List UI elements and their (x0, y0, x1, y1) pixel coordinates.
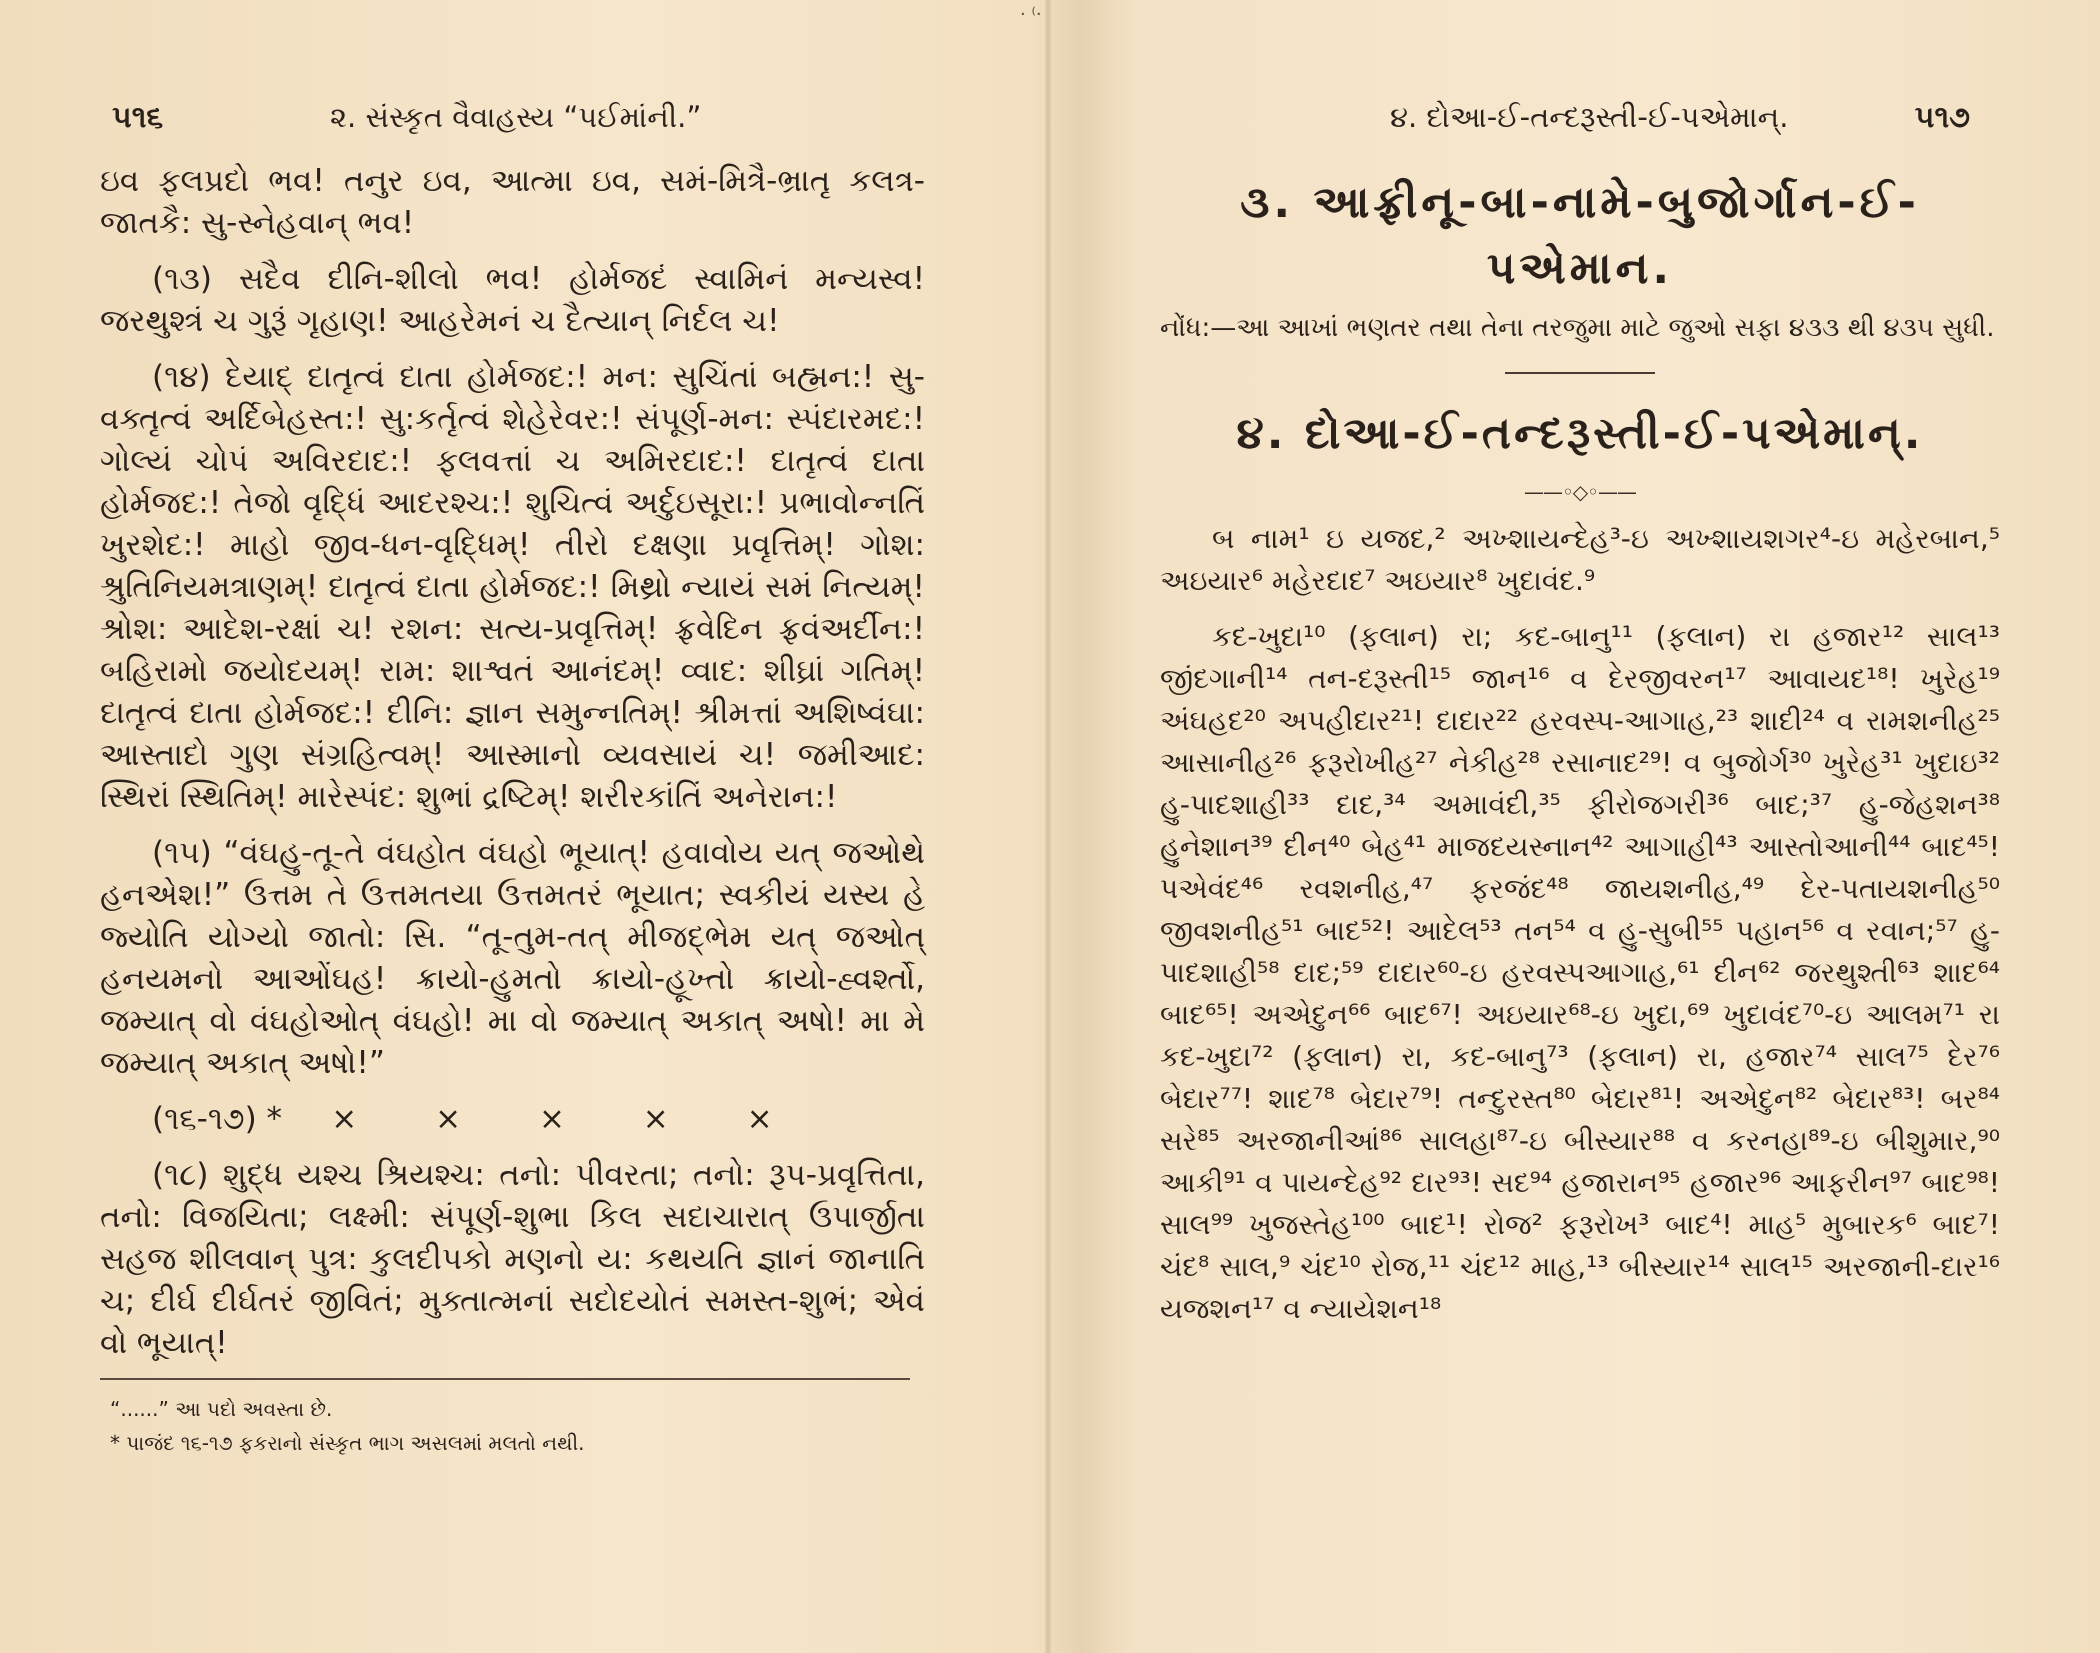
section-note: નોંધ:—આ આખાં ભણતર તથા તેના તરજુમા માટે જુઓ સફા ૪૩૩ થી ૪૩૫ સુધી. (1160, 313, 1995, 343)
footnote-rule (100, 1378, 910, 1380)
left-page-number: ૫૧૬ (112, 100, 164, 135)
book-gutter (1045, 0, 1051, 1653)
omission-crosses: × × × × × (331, 1101, 807, 1137)
right-body (1160, 518, 2000, 1330)
footnote: “......” આ પદો અવસ્તા છે. (110, 1397, 333, 1421)
left-page (100, 100, 925, 1462)
paragraph: (૧૮) શુદ્ધ યશ્ચ શ્રિયશ્ચ: તનો: પીવરતા; તનો: રૂપ-પ્રવૃત્તિતા, તનો: વિજયિતા; લક્ષ્મી: સંપૂર્ણ-શુભા કિલ સદાચારાત્ ઉપાર્જીતા સહજ શીલવાન્ પુત્ર: કુલદીપકો મણનો ય: કથયતિ જ્ઞાનં જાનાતિ ચ; દીર્ઘ દીર્ઘતરં જીવિતં; મુક્તાત્મનાં સદોદયોતં સમસ્ત-શુભં; એવં વો ભૂયાત્! (100, 1157, 925, 1361)
ornament-divider: ——◦◇◦—— (1524, 480, 1636, 504)
section-title-4: ૪. દોઆ-ઈ-તન્દરૂસ્તી-ઈ-પએમાન્. (1236, 408, 1924, 459)
section-title-3: ૩. આફ્રીનૂ-બા-નામે-બુજોર્ગાન-ઈ-પએમાન. (1240, 177, 1920, 294)
left-running-header (100, 100, 925, 160)
section-divider (1505, 372, 1655, 374)
right-page (1160, 100, 2000, 1344)
gutter-mark: · ⁽· (1020, 4, 1042, 25)
paragraph: (૧૫) “વંઘહુ-તૂ-તે વંઘહોત વંઘહો ભૂયાત્! હવાવોય યત્ જઓથે હનએશ!” ઉત્તમ તે ઉત્તમતયા ઉત્તમતરં ભૂયાત; સ્વકીયં યસ્ય હે જ્યોતિ યોગ્યો જાતો: સિ. “તૂ-તુમ-તત્ મીજદ્ભેમ યત્ જઓત્ હનયમનો આઓંઘહ! ક્રાયો-હુમતો ક્રાયો-હૂખ્તો ક્રાયો-હ્વર્શ્તો, જમ્યાત્ વો વંઘહોઓત્ વંઘહો! મા વો જમ્યાત્ અકાત્ અષો! મા મે જમ્યાત્ અકાત્ અષો!” (100, 835, 925, 1081)
footnote: * પાજંદ ૧૬-૧૭ ફકરાનો સંસ્કૃત ભાગ અસલમાં મલતો નથી. (110, 1431, 585, 1455)
right-running-title: ૪. દોઆ-ઈ-તન્દરૂસ્તી-ઈ-પએમાન્. (1390, 100, 1789, 134)
right-page-number: ૫૧૭ (1914, 100, 1970, 135)
left-running-title: ૨. સંસ્કૃત વૈવાહસ્ય “પઈમાંની.” (330, 100, 702, 134)
right-running-header (1160, 100, 2000, 160)
paragraph: ઇવ ફલપ્રદો ભવ! તનુર ઇવ, આત્મા ઇવ, સમં-મિત્રૈ-ભ્રાતૃ કલત્ર-જાતકૈ: સુ-સ્નેહવાન્ ભવ! (100, 163, 925, 241)
paragraph: (૧૪) દેયાદ્ દાતૃત્વં દાતા હોર્મજદ:! મન: સુચિંતાં બહ્મન:! સુ-વક્તૃત્વં અર્દિબેહસ્ત:! સુ:કર્તૃત્વં શેહેરેવર:! સંપૂર્ણ-મન: સ્પંદારમદ:! ગોલ્યં ચોપં અવિરદાદ:! ફલવત્તાં ચ અમિરદાદ:! દાતૃત્વં દાતા હોર્મજદ:! તેજો વૃદ્ધિં આદરશ્ચ:! શુચિત્વં અર્દુઇસૂરા:! પ્રભાવોન્નતિં ખુરશેદ:! માહો જીવ-ધન-વૃદ્ધિમ્! તીરો દક્ષણા પ્રવૃત્તિમ્! ગોશ: શ્રુતિનિયમત્રાણમ્! દાતૃત્વં દાતા હોર્મજદ:! મિથ્રો ન્યાયં સમં નિત્યમ્! શ્રોશ: આદેશ-રક્ષાં ચ! રશન: સત્ય-પ્રવૃત્તિમ્! ફ્રવેદિન ફ્રવંઅર્દીન:! બહિરામો જયોદયમ્! રામ: શાશ્વતં આનંદમ્! વ્વાદ: શીઘ્રાં ગતિમ્! દાતૃત્વં દાતા હોર્મજદ:! દીનિ: જ્ઞાન સમુન્નતિમ્! શ્રીમત્તાં અશિષ્વંઘા: આસ્તાદો ગુણ સંગ્રહિત્વમ્! આસ્માનો વ્યવસાયં ચ! જમીઆદ: સ્થિરાં સ્થિતિમ્! મારેસ્પંદ: શુભાં દ્રષ્ટિમ્! શરીરકાંતિં અનેરાન:! (100, 359, 925, 815)
paragraph: કદ-ખુદા¹⁰ (ફલાન) રા; કદ-બાનુ¹¹ (ફલાન) રા હજાર¹² સાલ¹³ જીંદગાની¹⁴ તન-દરૂસ્તી¹⁵ જાન¹⁶ વ દેરજીવરન¹⁷ આવાયદ¹⁸! ખુરેહ¹⁹ અંઘહદ²⁰ અપહીદાર²¹! દાદાર²² હરવસ્પ-આગાહ,²³ શાદી²⁴ વ રામશનીહ²⁵ આસાનીહ²⁶ ફરૂરોખીહ²⁷ નેકીહ²⁸ રસાનાદ²⁹! વ બુજોર્ગ³⁰ ખુરેહ³¹ ખુદાઇ³² હુ-પાદશાહી³³ દાદ,³⁴ અમાવંદી,³⁵ ફીરોજગરી³⁶ બાદ;³⁷ હુ-જેહશન³⁸ હુનેશાન³⁹ દીન⁴⁰ બેહ⁴¹ માજદયસ્નાન⁴² આગાહી⁴³ આસ્તોઆની⁴⁴ બાદ⁴⁵! પએવંદ⁴⁶ રવશનીહ,⁴⁷ ફરજંદ⁴⁸ જાયશનીહ,⁴⁹ દેર-પતાયશનીહ⁵⁰ જીવશનીહ⁵¹ બાદ⁵²! આદેલ⁵³ તન⁵⁴ વ હુ-સુબી⁵⁵ પહાન⁵⁶ વ રવાન;⁵⁷ હુ-પાદશાહી⁵⁸ દાદ;⁵⁹ દાદાર⁶⁰-ઇ હરવસ્પઆગાહ,⁶¹ દીન⁶² જરથુશ્તી⁶³ શાદ⁶⁴ બાદ⁶⁵! અએદુન⁶⁶ બાદ⁶⁷! અઇયાર⁶⁸-ઇ ખુદા,⁶⁹ ખુદાવંદ⁷⁰-ઇ આલમ⁷¹ રા કદ-ખુદા⁷² (ફલાન) રા, કદ-બાનુ⁷³ (ફલાન) રા, હજાર⁷⁴ સાલ⁷⁵ દેર⁷⁶ બેદાર⁷⁷! શાદ⁷⁸ બેદાર⁷⁹! તન્દુરસ્ત⁸⁰ બેદાર⁸¹! અએદુન⁸² બેદાર⁸³! બર⁸⁴ સરે⁸⁵ અરજાનીઆં⁸⁶ સાલહા⁸⁷-ઇ બીસ્યાર⁸⁸ વ કરનહા⁸⁹-ઇ બીશુમાર,⁹⁰ આકી⁹¹ વ પાયન્દેહ⁹² દાર⁹³! સદ⁹⁴ હજારાન⁹⁵ હજાર⁹⁶ આફરીન⁹⁷ બાદ⁹⁸! સાલ⁹⁹ ખુજસ્તેહ¹⁰⁰ બાદ¹! રોજ² ફરૂરોખ³ બાદ⁴! માહ⁵ મુબારક⁶ બાદ⁷! ચંદ⁸ સાલ,⁹ ચંદ¹⁰ રોજ,¹¹ ચંદ¹² માહ,¹³ બીસ્યાર¹⁴ સાલ¹⁵ અરજાની-દાર¹⁶ યજશન¹⁷ વ ન્યાયેશન¹⁸ (1160, 620, 2000, 1325)
paragraph: બ નામ¹ ઇ યજદ,² અખ્શાયન્દેહ³-ઇ અખ્શાયશગર⁴-ઇ મહેરબાન,⁵ અઇયાર⁶ મહેરદાદ⁷ અઇયાર⁸ ખુદાવંદ.⁹ (1160, 522, 2000, 597)
left-body (100, 160, 925, 1364)
paragraph-16-17 (100, 1098, 925, 1140)
paragraph-label: (૧૬-૧૭) * (152, 1101, 283, 1137)
paragraph: (૧૩) સદૈવ દીનિ-શીલો ભવ! હોર્મજદં સ્વામિનં મન્યસ્વ! જરથુશ્ત્રં ચ ગુરૂં ગૃહાણ! આહરેમનં ચ દૈત્યાન્ નિર્દલ ચ! (100, 261, 925, 339)
